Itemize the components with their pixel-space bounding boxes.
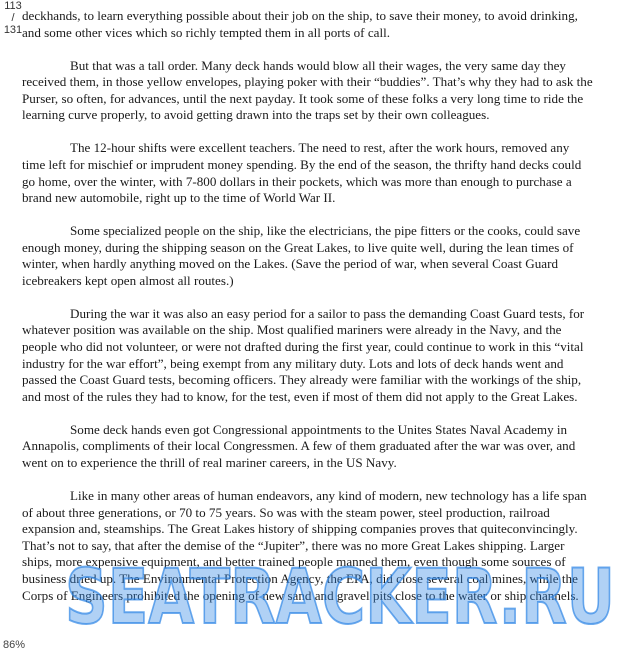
- paragraph: But that was a tall order. Many deck hands would blow all their wages, the very same day they received them, in those yellow envelopes, playing poker with their “buddies”. That’s why they had to ask the Purser, so often, for advances, until the next payday. It took some of these folks a very long time to ride the learning curve properly, to avoid getting drawn into the traps set by their own colleagues.: [22, 57, 593, 123]
- paragraph: deckhands, to learn everything possible about their job on the ship, to save their money, to avoid drinking, and some other vices which so richly tempted them in all ports of call.: [22, 8, 578, 40]
- document-body: [22, 8, 594, 621]
- page-current: 113: [4, 0, 22, 12]
- page-counter: [2, 0, 24, 36]
- paragraph: Like in many other areas of human endeavors, any kind of modern, new technology has a life span of about three generations, or 70 to 75 years. So was with the steam power, steel production, railroad expansion and, steamships. The Great Lakes history of shipping companies proves that quiteconvincingly. That’s not to say, that after the demise of the “Jupiter”, there was no more Great Lakes shipping. Larger ships, more expensive equipment, and better trained people manned them, even though some sources of business dried up. The Environmental Protection Agency, the EPA, did close several coal mines, while the Corps of Engineers prohibited the opening of new sand and gravel pits close to the water or ship channels.: [22, 488, 587, 603]
- paragraph: Some deck hands even got Congressional appointments to the Unites States Naval Academy in Annapolis, compliments of their local Congressmen. A few of them graduated after the war was over, and went on to experience the thrill of real mariner careers, in the US Navy.: [22, 421, 576, 471]
- page-separator: /: [11, 12, 15, 24]
- paragraph: The 12-hour shifts were excellent teachers. The need to rest, after the work hours, removed any time left for mischief or imprudent money spending. By the end of the season, the thrifty hand decks could go home, over the winter, with 7-800 dollars in their pockets, which was more than enough to purchase a brand new automobile, right up to the time of World War II.: [22, 140, 582, 206]
- paragraph: Some specialized people on the ship, like the electricians, the pipe fitters or the cooks, could save enough money, during the shipping season on the Great Lakes, to live quite well, during the lean times of winter, when hardly anything moved on the Lakes. (Save the period of war, when several Coast Guard icebreakers kept open almost all routes.): [22, 223, 581, 288]
- paragraph: During the war it was also an easy period for a sailor to pass the demanding Coast Guard tests, for whatever position was available on the ship. Most qualified mariners were already in the Navy, and the people who did not volunteer, or were not drafted during the first year, could continue to work in this “vital industry for the war effort”, being exempt from any military duty. Lots and lots of deck hands went and passed the Coast Guard tests, becoming officers. They already were familiar with the workings of the ship, and most of the rules they had to know, for the test, even if most of them did not apply to the Great Lakes.: [22, 305, 585, 404]
- watermark-text: SEATRACKER.RU: [65, 553, 615, 637]
- zoom-level[interactable]: 86%: [3, 639, 26, 651]
- page-total: 131: [3, 24, 23, 36]
